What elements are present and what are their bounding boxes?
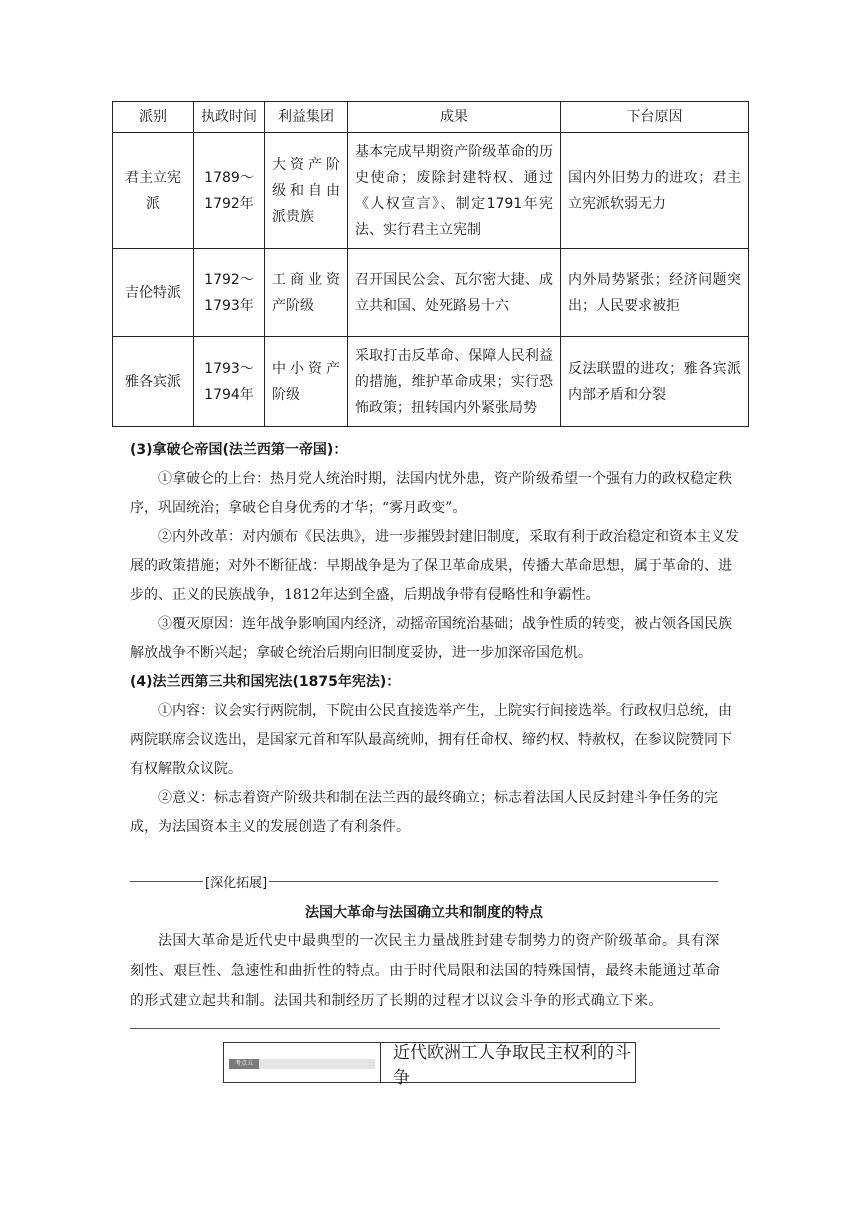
cell-faction: 雅各宾派: [113, 337, 194, 427]
header-result: 成果: [348, 102, 561, 133]
kaodian-banner: [223, 1042, 636, 1088]
cell-period: 1793～1794年: [194, 337, 265, 427]
section4-heading: (4)法兰西第三共和国宪法(1875年宪法)：: [130, 674, 401, 690]
faction-table: [112, 101, 749, 427]
extension-body: 法国大革命是近代史中最典型的一次民主力量战胜封建专制势力的资产阶级革命。具有深刻性、艰巨性、急速性和曲折性的特点。由于时代局限和法国的特殊国情，最终未能通过革命的形式建立起共和制。法国共和制经历了长期的过程才以议会斗争的形式确立下来。: [130, 933, 721, 1009]
cell-reason: 内外局势紧张；经济问题突出；人民要求被拒: [561, 249, 749, 337]
table-row: [113, 249, 749, 337]
cell-faction: 吉伦特派: [113, 249, 194, 337]
cell-result: 采取打击反革命、保障人民利益的措施，维护革命成果；实行恐怖政策；扭转国内外紧张局势: [348, 337, 561, 427]
cell-period: 1792～1793年: [194, 249, 265, 337]
section4-paragraph-significance: ②意义：标志着资产阶级共和制在法兰西的最终确立；标志着法国人民反封建斗争任务的完成，为法国资本主义的发展创造了有利条件。: [130, 790, 718, 835]
kaodian-bar: [229, 1059, 375, 1069]
extension-title: 法国大革命与法国确立共和制度的特点: [305, 905, 543, 921]
cell-group: 中小资产阶级: [265, 337, 348, 427]
cell-reason: 国内外旧势力的进攻；君主立宪派软弱无力: [561, 133, 749, 249]
kaodian-badge: 考点五: [229, 1059, 259, 1069]
cell-result: 基本完成早期资产阶级革命的历史使命；废除封建特权、通过《人权宣言》、制定1791年宪法、实行君主立宪制: [348, 133, 561, 249]
header-period: 执政时间: [194, 102, 265, 133]
kaodian-label-panel: [224, 1043, 381, 1082]
extension-tag: [深化拓展]: [203, 872, 269, 891]
cell-period: 1789～1792年: [194, 133, 265, 249]
section3-paragraph-reforms: ②内外改革：对内颁布《民法典》，进一步摧毁封建旧制度，采取有利于政治稳定和资本主义发展的政策措施；对外不断征战：早期战争是为了保卫革命成果，传播大革命思想，属于革命的、进步的、正义的民族战争，1812年达到全盛，后期战争带有侵略性和争霸性。: [130, 529, 739, 603]
extension-bottom-divider: [130, 1028, 720, 1029]
cell-reason: 反法联盟的进攻；雅各宾派内部矛盾和分裂: [561, 337, 749, 427]
table-row: [113, 133, 749, 249]
cell-group: 工商业资产阶级: [265, 249, 348, 337]
kaodian-title: 近代欧洲工人争取民主权利的斗争: [393, 1042, 631, 1088]
header-faction: 派别: [113, 102, 194, 133]
table-header-row: [113, 102, 749, 133]
cell-group: 大资产阶级和自由派贵族: [265, 133, 348, 249]
cell-faction: 君主立宪派: [113, 133, 194, 249]
header-group: 利益集团: [265, 102, 348, 133]
section3-paragraph-rise: ①拿破仑的上台：热月党人统治时期，法国内忧外患，资产阶级希望一个强有力的政权稳定秩序，巩固统治；拿破仑自身优秀的才华；“雾月政变”。: [130, 471, 732, 516]
header-reason: 下台原因: [561, 102, 749, 133]
section3-paragraph-downfall: ③覆灭原因：连年战争影响国内经济，动摇帝国统治基础；战争性质的转变，被占领各国民族解放战争不断兴起；拿破仑统治后期向旧制度妥协，进一步加深帝国危机。: [130, 616, 732, 661]
section4-paragraph-content: ①内容：议会实行两院制，下院由公民直接选举产生，上院实行间接选举。行政权归总统，由两院联席会议选出，是国家元首和军队最高统帅，拥有任命权、缔约权、特赦权，在参议院赞同下有权解散众议院。: [130, 703, 732, 777]
section3-heading: (3)拿破仑帝国(法兰西第一帝国)：: [130, 442, 348, 458]
cell-result: 召开国民公会、瓦尔密大捷、成立共和国、处死路易十六: [348, 249, 561, 337]
table-row: [113, 337, 749, 427]
